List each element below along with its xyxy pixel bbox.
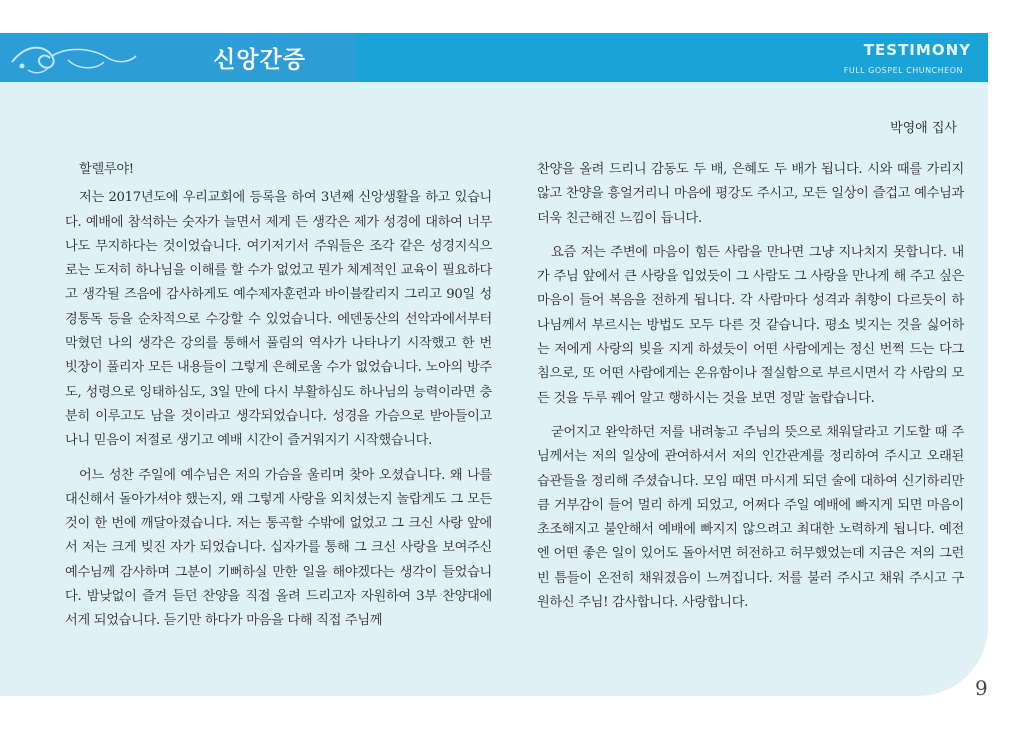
page-number: 9 xyxy=(975,676,988,700)
left-text-column xyxy=(65,158,492,644)
body-paragraph: 저는 2017년도에 우리교회에 등록을 하여 3년째 신앙생활을 하고 있습니다. 예배에 참석하는 숫자가 늘면서 제게 든 생각은 제가 성경에 대하여 너무나도 무지하다는 것이었습니다. 여기저기서 주워들은 조각 같은 성경지식으로는 도저히 하나님을 이해를 할 수가 없었고 뭔가 체계적인 교육이 필요하다고 생각될 즈음에 감사하게도 예수제자훈련과 바이블칼리지 그리고 90일 성경통독 등을 순차적으로 수강할 수 있었습니다. 에덴동산의 선악과에서부터 막혔던 나의 생각은 강의를 통해서 풀림의 역사가 나타나기 시작했고 한 번 빗장이 풀리자 모든 내용들이 그렇게 은혜로울 수가 없었습니다. 노아의 방주도, 성령으로 잉태하심도, 3일 만에 다시 부활하심도 하나님의 능력이라면 충분히 이루고도 남을 것이라고 생각되었습니다. 성경을 가슴으로 받아들이고 나니 믿음이 저절로 생기고 예배 시간이 즐거워지기 시작했습니다. xyxy=(65,190,492,449)
section-title: 신앙간증 xyxy=(213,47,306,73)
greeting-paragraph: 할렐루야! xyxy=(79,162,134,177)
author-name: 박영애 집사 xyxy=(890,121,957,136)
body-paragraph: 굳어지고 완악하던 저를 내려놓고 주님의 뜻으로 채워달라고 기도할 때 주님께서는 저의 일상에 관여하셔서 저의 인간관계를 정리하여 주시고 오래된 습관들을 정리해 주셨습니다. 모임 때면 마시게 되던 술에 대하여 신기하리만큼 거부감이 들어 멀리 하게 되었고, 어쩌다 주일 예배에 빠지게 되면 마음이 초조해지고 불안해서 예배에 빠지지 않으려고 최대한 노력하게 됩니다. 예전엔 어떤 좋은 일이 있어도 돌아서면 허전하고 허무했었는데 지금은 저의 그런 빈 틈들이 온전히 채워졌음이 느껴집니다. 저를 불러 주시고 채워 주시고 구원하신 주님! 감사합니다. 사랑합니다. xyxy=(537,424,964,611)
brand-title: TESTIMONY xyxy=(863,41,971,59)
body-paragraph: 요즘 저는 주변에 마음이 힘든 사람을 만나면 그냥 지나치지 못합니다. 내가 주님 앞에서 큰 사랑을 입었듯이 그 사람도 그 사랑을 만나게 해 주고 싶은 마음이 들어 복음을 전하게 됩니다. 각 사람마다 성격과 취향이 다르듯이 하나님께서 부르시는 방법도 모두 다른 것 같습니다. 평소 빚지는 것을 싫어하는 저에게 사랑의 빚을 지게 하셨듯이 어떤 사람에게는 정신 번쩍 드는 다그침으로, 또 어떤 사람에게는 온유함이나 절실함으로 부르시면서 각 사람의 모든 것을 두루 꿰어 알고 행하시는 것을 보면 정말 놀랍습니다. xyxy=(537,244,964,406)
brand-subtitle: FULL GOSPEL CHUNCHEON xyxy=(843,66,963,75)
right-text-column xyxy=(537,158,964,625)
body-paragraph: 찬양을 올려 드리니 감동도 두 배, 은혜도 두 배가 됩니다. 시와 때를 가리지 않고 찬양을 흥얼거리니 마음에 평강도 주시고, 모든 일상이 즐겁고 예수님과 더욱 친근해진 느낌이 듭니다. xyxy=(537,162,964,226)
body-paragraph: 어느 성찬 주일에 예수님은 저의 가슴을 울리며 찾아 오셨습니다. 왜 나를 대신해서 돌아가셔야 했는지, 왜 그렇게 사랑을 외치셨는지 놀랍게도 그 모든 것이 한 번에 깨달아졌습니다. 저는 통곡할 수밖에 없었고 그 크신 사랑 앞에서 저는 크게 빚진 자가 되었습니다. 십자가를 통해 그 크신 사랑을 보여주신 예수님께 감사하며 그분이 기뻐하실 만한 일을 해야겠다는 생각이 들었습니다. 밤낮없이 즐겨 듣던 찬양을 직접 올려 드리고자 자원하여 3부 찬양대에 서게 되었습니다. 듣기만 하다가 마음을 다해 직접 주님께 xyxy=(65,467,492,629)
